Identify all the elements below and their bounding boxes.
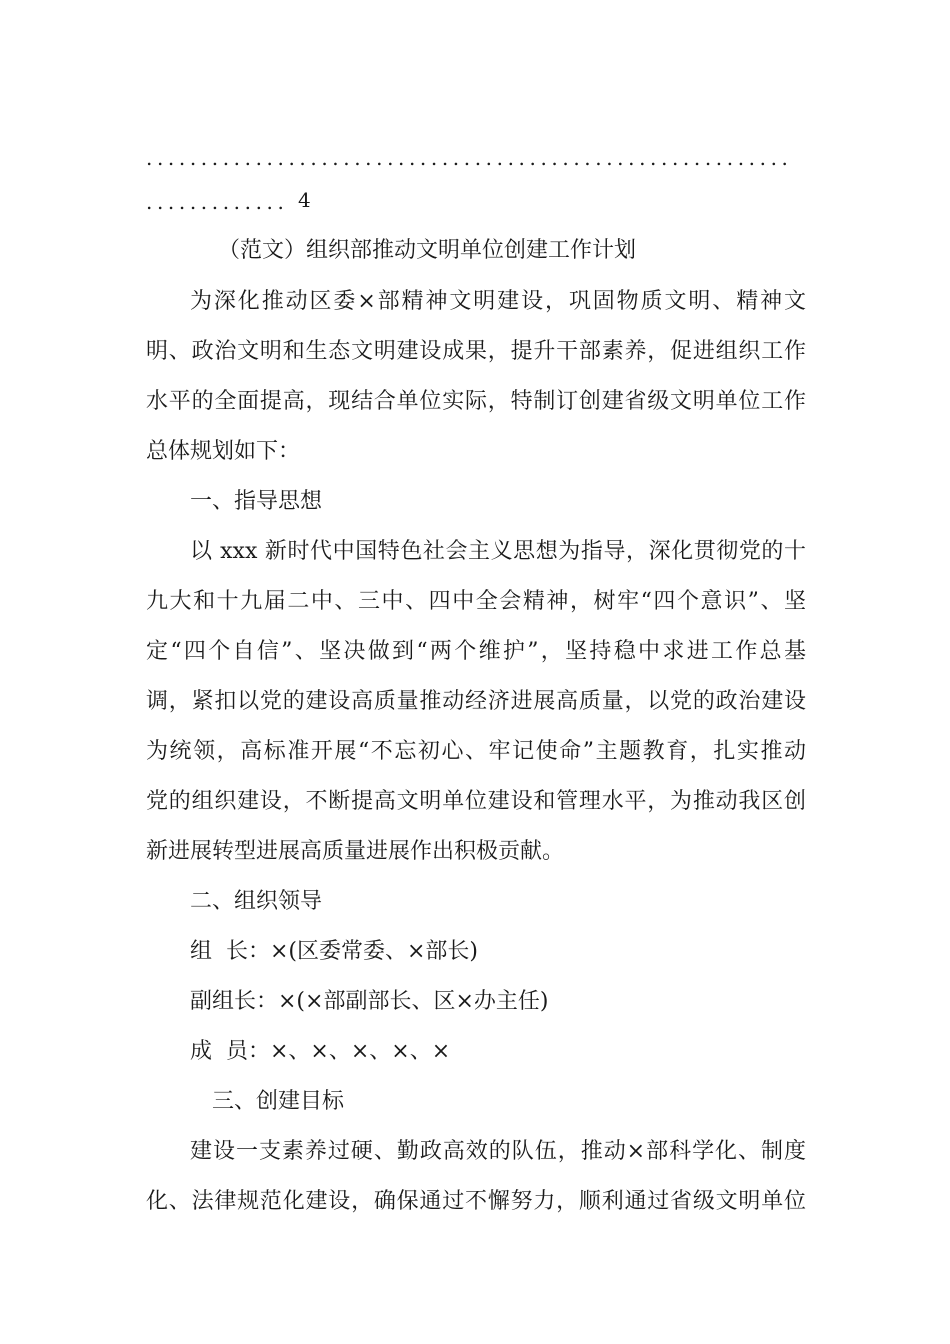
- section-heading-organization-leadership: 二、组织领导: [190, 889, 323, 914]
- intro-paragraph-line: 水平的全面提高，现结合单位实际，特制订创建省级文明单位工作: [146, 389, 806, 414]
- section1-paragraph-line: 调，紧扣以党的建设高质量推动经济进展高质量，以党的政治建设: [146, 689, 806, 714]
- section-heading-creation-goals: 三、创建目标: [212, 1089, 345, 1114]
- section1-paragraph-line: 九大和十九届二中、三中、四中全会精神，树牢“四个意识”、坚: [146, 589, 806, 614]
- section1-paragraph-line: 定“四个自信”、坚决做到“两个维护”，坚持稳中求进工作总基: [146, 639, 806, 664]
- deputy-leader-entry: 副组长：×(×部副部长、区×办主任): [190, 989, 549, 1014]
- section1-paragraph-line: 新进展转型进展高质量进展作出积极贡献。: [146, 839, 565, 864]
- toc-leader-dots: ...........................................................: [146, 146, 793, 170]
- section-heading-guiding-ideology: 一、指导思想: [190, 489, 323, 514]
- section3-paragraph-line: 化、法律规范化建设，确保通过不懈努力，顺利通过省级文明单位: [146, 1189, 806, 1214]
- members-entry: 成 员：×、×、×、×、×: [190, 1039, 451, 1064]
- section1-paragraph-line: 以 xxx 新时代中国特色社会主义思想为指导，深化贯彻党的十: [190, 539, 806, 564]
- intro-paragraph-line: 明、政治文明和生态文明建设成果，提升干部素养，促进组织工作: [146, 339, 806, 364]
- document-title: （范文）组织部推动文明单位创建工作计划: [218, 238, 637, 263]
- toc-page-number: 4: [298, 188, 311, 212]
- intro-paragraph-line: 总体规划如下：: [146, 439, 301, 464]
- section1-paragraph-line: 党的组织建设，不断提高文明单位建设和管理水平，为推动我区创: [146, 789, 806, 814]
- toc-leader-dots: .............: [146, 190, 289, 214]
- leader-entry: 组 长：×(区委常委、×部长): [190, 939, 479, 964]
- section3-paragraph-line: 建设一支素养过硬、勤政高效的队伍，推动×部科学化、制度: [190, 1139, 806, 1164]
- intro-paragraph-line: 为深化推动区委×部精神文明建设，巩固物质文明、精神文: [190, 289, 806, 314]
- section1-paragraph-line: 为统领，高标准开展“不忘初心、牢记使命”主题教育，扎实推动: [146, 739, 806, 764]
